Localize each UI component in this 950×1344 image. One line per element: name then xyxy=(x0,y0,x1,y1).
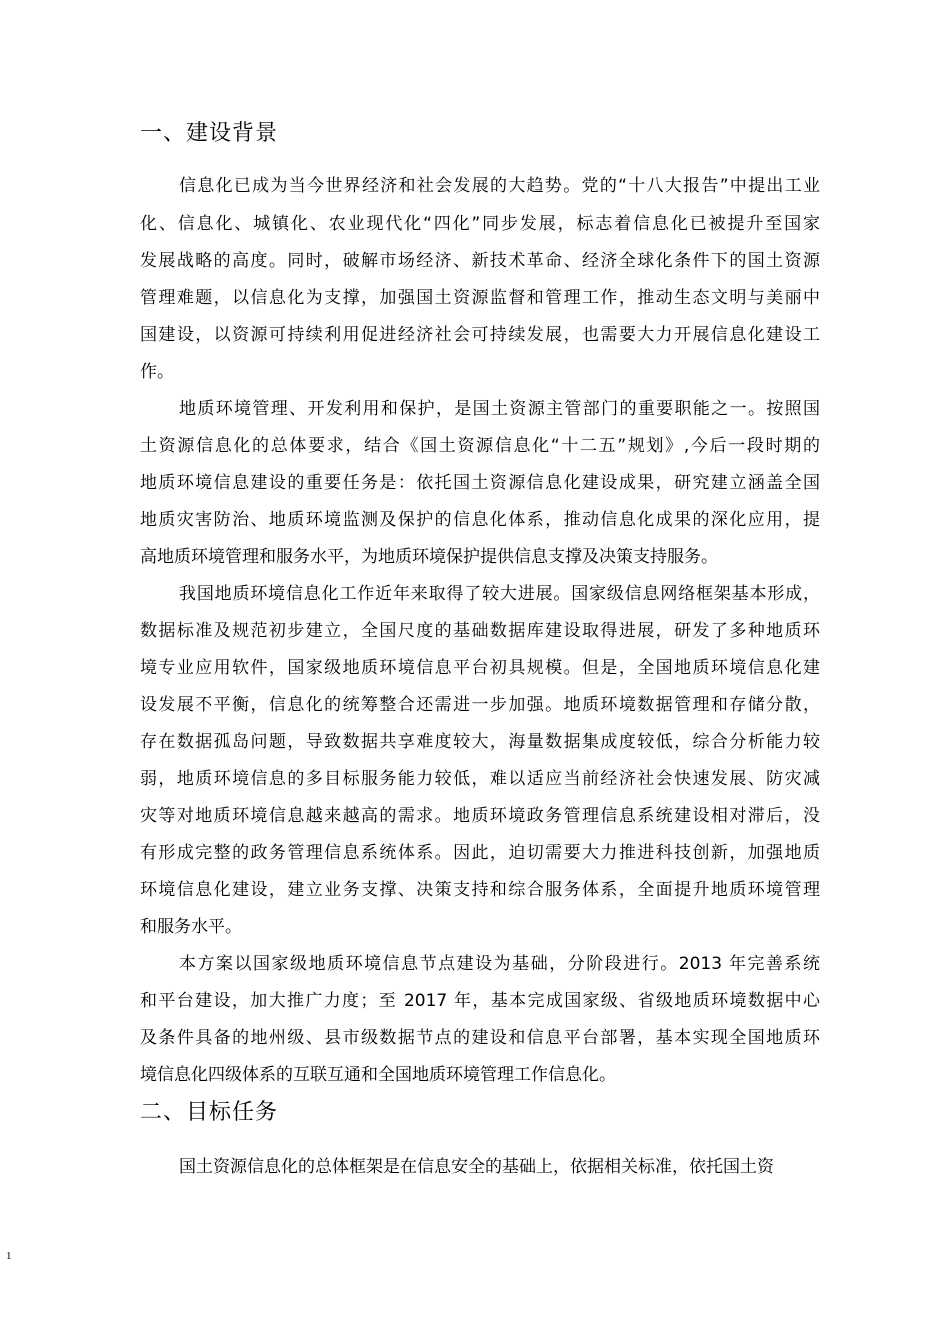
paragraph-line: 化、信息化、城镇化、农业现代化“四化”同步发展，标志着信息化已被提升至国家 xyxy=(140,214,820,234)
paragraph-line: 境专业应用软件，国家级地质环境信息平台初具规模。但是，全国地质环境信息化建 xyxy=(140,658,820,678)
paragraph-line: 地质环境管理、开发利用和保护，是国土资源主管部门的重要职能之一。按照国 xyxy=(179,399,820,419)
page-number: 1 xyxy=(6,1250,12,1262)
section-heading-background: 一、建设背景 xyxy=(140,121,279,146)
paragraph-line: 土资源信息化的总体要求，结合《国土资源信息化“十二五”规划》,今后一段时期的 xyxy=(140,436,820,456)
paragraph-line: 灾等对地质环境信息越来越高的需求。地质环境政务管理信息系统建设相对滞后，没 xyxy=(140,806,820,826)
paragraph-line: 有形成完整的政务管理信息系统体系。因此，迫切需要大力推进科技创新，加强地质 xyxy=(140,843,820,863)
paragraph-line: 作。 xyxy=(140,362,174,382)
paragraph-line: 信息化已成为当今世界经济和社会发展的大趋势。党的“十八大报告”中提出工业 xyxy=(179,176,820,196)
section-heading-goals: 二、目标任务 xyxy=(140,1100,279,1125)
paragraph-line: 地质环境信息建设的重要任务是：依托国土资源信息化建设成果，研究建立涵盖全国 xyxy=(140,473,820,493)
paragraph-line: 和平台建设，加大推广力度；至 2017 年，基本完成国家级、省级地质环境数据中心 xyxy=(140,991,820,1011)
paragraph-line: 高地质环境管理和服务水平，为地质环境保护提供信息支撑及决策支持服务。 xyxy=(140,547,718,567)
paragraph-line: 国建设，以资源可持续利用促进经济社会可持续发展，也需要大力开展信息化建设工 xyxy=(140,325,820,345)
paragraph-line: 地质灾害防治、地质环境监测及保护的信息化体系，推动信息化成果的深化应用，提 xyxy=(140,510,820,530)
paragraph-line: 管理难题，以信息化为支撑，加强国土资源监督和管理工作，推动生态文明与美丽中 xyxy=(140,288,820,308)
paragraph-line: 和服务水平。 xyxy=(140,917,242,937)
paragraph-line: 我国地质环境信息化工作近年来取得了较大进展。国家级信息网络框架基本形成， xyxy=(179,584,820,604)
paragraph-line: 境信息化四级体系的互联互通和全国地质环境管理工作信息化。 xyxy=(140,1065,616,1085)
paragraph-line: 设发展不平衡，信息化的统筹整合还需进一步加强。地质环境数据管理和存储分散， xyxy=(140,695,820,715)
paragraph-line: 环境信息化建设，建立业务支撑、决策支持和综合服务体系，全面提升地质环境管理 xyxy=(140,880,820,900)
paragraph-line: 本方案以国家级地质环境信息节点建设为基础，分阶段进行。2013 年完善系统 xyxy=(179,954,820,974)
paragraph-line: 发展战略的高度。同时，破解市场经济、新技术革命、经济全球化条件下的国土资源 xyxy=(140,251,820,271)
paragraph-line: 国土资源信息化的总体框架是在信息安全的基础上，依据相关标准，依托国土资 xyxy=(179,1157,774,1177)
paragraph-line: 数据标准及规范初步建立，全国尺度的基础数据库建设取得进展，研发了多种地质环 xyxy=(140,621,820,641)
paragraph-line: 及条件具备的地州级、县市级数据节点的建设和信息平台部署，基本实现全国地质环 xyxy=(140,1028,820,1048)
paragraph-line: 存在数据孤岛问题，导致数据共享难度较大，海量数据集成度较低，综合分析能力较 xyxy=(140,732,820,752)
paragraph-line: 弱，地质环境信息的多目标服务能力较低，难以适应当前经济社会快速发展、防灾减 xyxy=(140,769,820,789)
